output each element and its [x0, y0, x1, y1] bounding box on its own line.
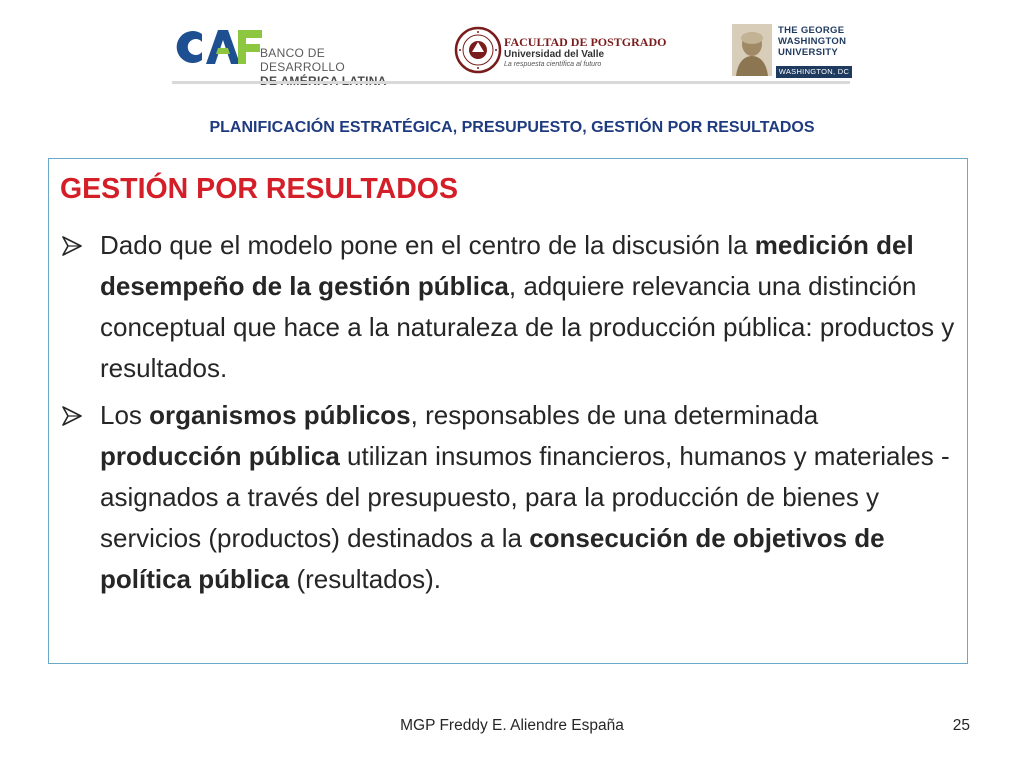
gwu-portrait-icon: [732, 24, 772, 76]
header-logos: [172, 18, 852, 82]
bullet-item-2: [59, 395, 959, 600]
slide-title: PLANIFICACIÓN ESTRATÉGICA, PRESUPUESTO, GESTIÓN POR RESULTADOS: [209, 119, 815, 136]
footer-author: MGP Freddy E. Aliendre España: [400, 717, 624, 734]
bullet2-text-2: , responsables de una determinada: [410, 400, 819, 430]
valle-line2: Universidad del Valle: [504, 49, 605, 60]
caf-logo: [172, 24, 397, 74]
arrow-bullet-icon: [61, 405, 83, 427]
valle-seal-icon: [454, 26, 502, 74]
bullet1-text-2: , adquiere relevancia una distinción conceptual que hace a la naturaleza de la producción pública: productos y resultados.: [100, 271, 955, 383]
bullet2-text-1: Los: [100, 400, 150, 430]
bullet1-bold-1: medición del desempeño de la gestión pública: [100, 230, 914, 301]
bullet1-text-1: Dado que el modelo pone en el centro de la discusión la: [100, 230, 755, 260]
section-heading: GESTIÓN POR RESULTADOS: [60, 173, 458, 205]
gwu-line2: WASHINGTON: [778, 36, 847, 47]
valle-text: [504, 35, 679, 69]
bullet2-bold-1: organismos públicos: [149, 400, 411, 430]
gwu-location: WASHINGTON, DC: [776, 66, 852, 78]
content-box: [48, 158, 968, 664]
bullet2-bold-2: producción pública: [100, 441, 340, 471]
bullet2-bold-3: consecución de objetivos de política pública: [100, 523, 885, 594]
valle-logo: [454, 26, 679, 76]
header-divider: [172, 81, 850, 84]
gwu-line3: UNIVERSITY: [778, 47, 839, 58]
arrow-bullet-icon: [61, 235, 83, 257]
bullet-item-1: [59, 225, 959, 389]
caf-mark-icon: [172, 24, 262, 70]
page-number: 25: [952, 717, 970, 734]
caf-line1: BANCO DE DESARROLLO: [260, 46, 346, 74]
gwu-logo: [732, 22, 852, 80]
bullet2-text-4: (resultados).: [289, 564, 441, 594]
valle-line3: La respuesta científica al futuro: [504, 61, 602, 68]
bullet-list: [59, 225, 959, 606]
valle-line1: FACULTAD DE POSTGRADO: [504, 35, 667, 49]
bullet2-text-3: utilizan insumos financieros, humanos y materiales - asignados a través del presupuesto, para la producción de bienes y servicios (productos) destinados a la: [100, 441, 950, 553]
gwu-line1: THE GEORGE: [778, 25, 845, 36]
gwu-text: [778, 25, 846, 58]
